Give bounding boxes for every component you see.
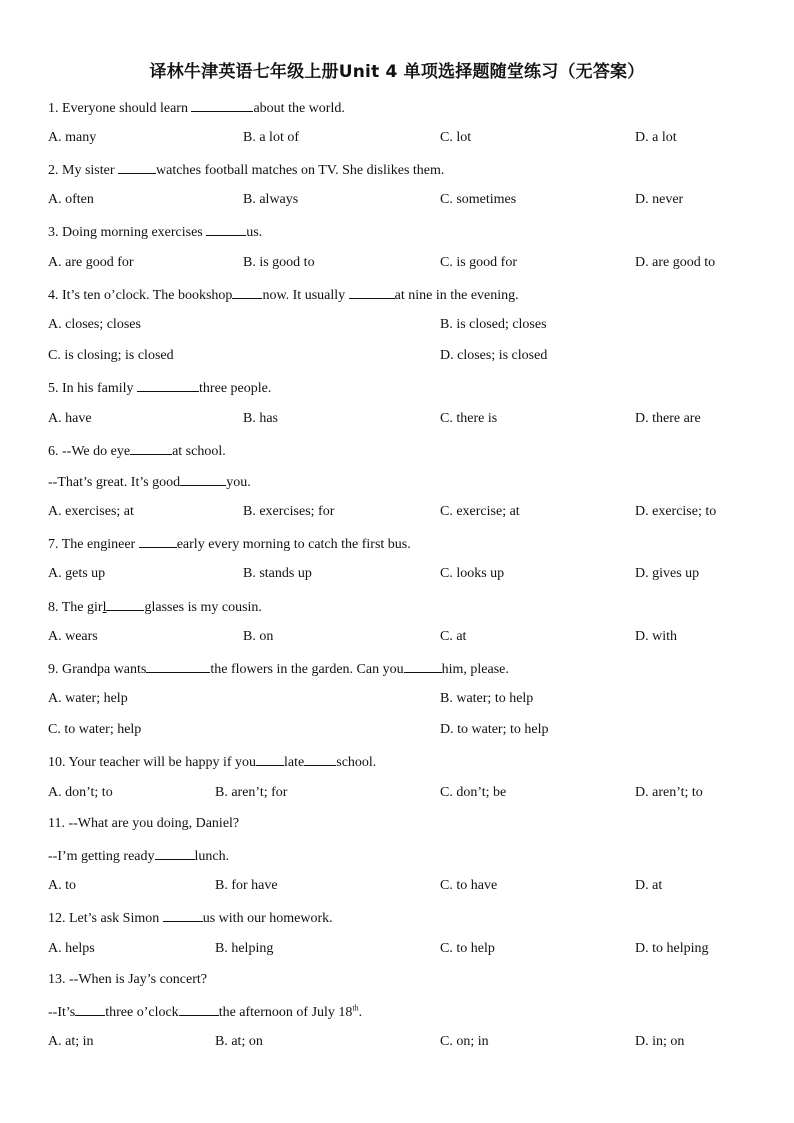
answer-option[interactable]: D. in; on: [635, 1034, 685, 1049]
stem-text: 13. --When is Jay’s concert?: [48, 972, 207, 987]
answer-option[interactable]: D. to water; to help: [440, 722, 549, 737]
answer-option[interactable]: D. aren’t; to: [635, 785, 703, 800]
stem-text: glasses is my cousin.: [144, 600, 262, 615]
question-stem: [48, 160, 444, 180]
stem-text: three o’clock: [105, 1005, 179, 1020]
answer-option[interactable]: D. with: [635, 629, 677, 644]
answer-option[interactable]: B. a lot of: [243, 130, 299, 145]
stem-text: about the world.: [253, 101, 345, 116]
answer-blank[interactable]: [106, 597, 144, 611]
question-stem: [48, 971, 207, 989]
stem-text: him, please.: [441, 662, 509, 677]
stem-text: 11. --What are you doing, Daniel?: [48, 816, 240, 831]
answer-option[interactable]: D. never: [635, 192, 684, 207]
answer-option[interactable]: C. to help: [440, 941, 495, 956]
stem-text: --That’s great. It’s good: [48, 475, 181, 490]
answer-option[interactable]: C. is closing; is closed: [48, 348, 174, 363]
stem-text: 7. The engineer: [48, 537, 139, 552]
answer-option[interactable]: A. are good for: [48, 255, 134, 270]
stem-text: school.: [336, 755, 377, 770]
answer-option[interactable]: C. don’t; be: [440, 785, 507, 800]
answer-blank[interactable]: [75, 1002, 105, 1016]
answer-option[interactable]: A. closes; closes: [48, 317, 141, 332]
answer-option[interactable]: A. wears: [48, 629, 98, 644]
answer-option[interactable]: D. are good to: [635, 255, 716, 270]
stem-text: 1. Everyone should learn: [48, 101, 192, 116]
answer-blank[interactable]: [146, 659, 210, 673]
stem-text: 6. --We do eye: [48, 444, 131, 459]
stem-text: --I’m getting ready: [48, 849, 155, 864]
answer-option[interactable]: B. aren’t; for: [215, 785, 288, 800]
answer-blank[interactable]: [139, 534, 177, 548]
stem-text: early every morning to catch the first bus.: [176, 537, 411, 552]
question-stem: [48, 285, 519, 305]
stem-text: 8. The gir: [48, 600, 103, 615]
answer-blank[interactable]: [163, 908, 203, 922]
answer-option[interactable]: A. at; in: [48, 1034, 94, 1049]
stem-text: the flowers in the garden. Can you: [210, 662, 404, 677]
answer-blank[interactable]: [304, 752, 336, 766]
answer-option[interactable]: D. there are: [635, 411, 701, 426]
answer-option[interactable]: B. has: [243, 411, 278, 426]
stem-text: 4. It’s ten o’clock. The bookshop: [48, 288, 233, 303]
answer-option[interactable]: A. don’t; to: [48, 785, 113, 800]
answer-blank[interactable]: [232, 285, 262, 299]
stem-text: three people.: [199, 381, 272, 396]
answer-option[interactable]: A. water; help: [48, 691, 128, 706]
answer-option[interactable]: B. on: [243, 629, 274, 644]
answer-blank[interactable]: [155, 846, 195, 860]
answer-blank[interactable]: [180, 472, 226, 486]
stem-text: 10. Your teacher will be happy if you: [48, 755, 257, 770]
answer-blank[interactable]: [404, 659, 442, 673]
stem-text: 3. Doing morning exercises: [48, 225, 207, 240]
stem-text: at nine in the evening.: [394, 288, 519, 303]
answer-option[interactable]: A. to: [48, 878, 76, 893]
answer-option[interactable]: B. exercises; for: [243, 504, 335, 519]
superscript-text: th: [352, 1003, 359, 1013]
stem-text: us.: [246, 225, 263, 240]
question-stem: [48, 1002, 362, 1022]
stem-text: us with our homework.: [202, 911, 333, 926]
stem-text: 9. Grandpa wants: [48, 662, 147, 677]
answer-option[interactable]: D. to helping: [635, 941, 709, 956]
answer-option[interactable]: A. gets up: [48, 566, 106, 581]
stem-text: 5. In his family: [48, 381, 138, 396]
question-stem: [48, 597, 262, 617]
stem-text: watches football matches on TV. She dislikes them.: [156, 163, 445, 178]
stem-text: .: [358, 1005, 363, 1020]
answer-option[interactable]: C. on; in: [440, 1034, 489, 1049]
question-stem: [48, 846, 229, 866]
question-stem: [48, 472, 251, 492]
question-stem: [48, 908, 333, 928]
answer-option[interactable]: A. often: [48, 192, 94, 207]
answer-blank[interactable]: [349, 285, 395, 299]
stem-text: 12. Let’s ask Simon: [48, 911, 163, 926]
answer-option[interactable]: B. stands up: [243, 566, 312, 581]
question-stem: [48, 222, 262, 242]
answer-option[interactable]: A. have: [48, 411, 92, 426]
answer-option[interactable]: B. for have: [215, 878, 278, 893]
answer-option[interactable]: B. is closed; closes: [440, 317, 547, 332]
answer-option[interactable]: C. looks up: [440, 566, 505, 581]
answer-option[interactable]: C. to have: [440, 878, 498, 893]
answer-option[interactable]: C. sometimes: [440, 192, 517, 207]
answer-option[interactable]: C. exercise; at: [440, 504, 520, 519]
answer-option[interactable]: D. a lot: [635, 130, 677, 145]
stem-text: now. It usually: [262, 288, 349, 303]
answer-blank[interactable]: [179, 1002, 219, 1016]
answer-option[interactable]: D. gives up: [635, 566, 700, 581]
answer-option[interactable]: C. is good for: [440, 255, 517, 270]
stem-text-underlined: l: [102, 600, 107, 615]
answer-option[interactable]: D. exercise; to: [635, 504, 717, 519]
answer-option[interactable]: A. helps: [48, 941, 95, 956]
stem-text: you.: [226, 475, 251, 490]
question-stem: [48, 534, 411, 554]
question-stem: [48, 815, 239, 833]
answer-option[interactable]: B. is good to: [243, 255, 315, 270]
answer-blank[interactable]: [191, 98, 253, 112]
answer-blank[interactable]: [206, 222, 246, 236]
stem-text: the afternoon of July 18: [218, 1005, 353, 1020]
answer-option[interactable]: C. at: [440, 629, 467, 644]
question-stem: [48, 378, 271, 398]
answer-option[interactable]: C. there is: [440, 411, 498, 426]
question-stem: [48, 98, 345, 118]
answer-option[interactable]: A. many: [48, 130, 97, 145]
stem-text: lunch.: [194, 849, 230, 864]
question-stem: [48, 441, 226, 461]
stem-text: late: [284, 755, 305, 770]
answer-option[interactable]: C. to water; help: [48, 722, 142, 737]
answer-blank[interactable]: [137, 378, 199, 392]
answer-option[interactable]: B. always: [243, 192, 299, 207]
answer-option[interactable]: B. at; on: [215, 1034, 263, 1049]
answer-option[interactable]: B. water; to help: [440, 691, 534, 706]
question-stem: [48, 752, 376, 772]
answer-blank[interactable]: [118, 160, 156, 174]
answer-option[interactable]: C. lot: [440, 130, 472, 145]
question-stem: [48, 659, 509, 679]
stem-text: 2. My sister: [48, 163, 118, 178]
answer-blank[interactable]: [130, 441, 172, 455]
answer-option[interactable]: D. closes; is closed: [440, 348, 548, 363]
stem-text: --It’s: [48, 1005, 76, 1020]
answer-option[interactable]: A. exercises; at: [48, 504, 134, 519]
answer-blank[interactable]: [256, 752, 284, 766]
stem-text: at school.: [172, 444, 226, 459]
answer-option[interactable]: B. helping: [215, 941, 274, 956]
answer-option[interactable]: D. at: [635, 878, 663, 893]
page-title: 译林牛津英语七年级上册Unit 4 单项选择题随堂练习（无答案）: [149, 62, 645, 82]
